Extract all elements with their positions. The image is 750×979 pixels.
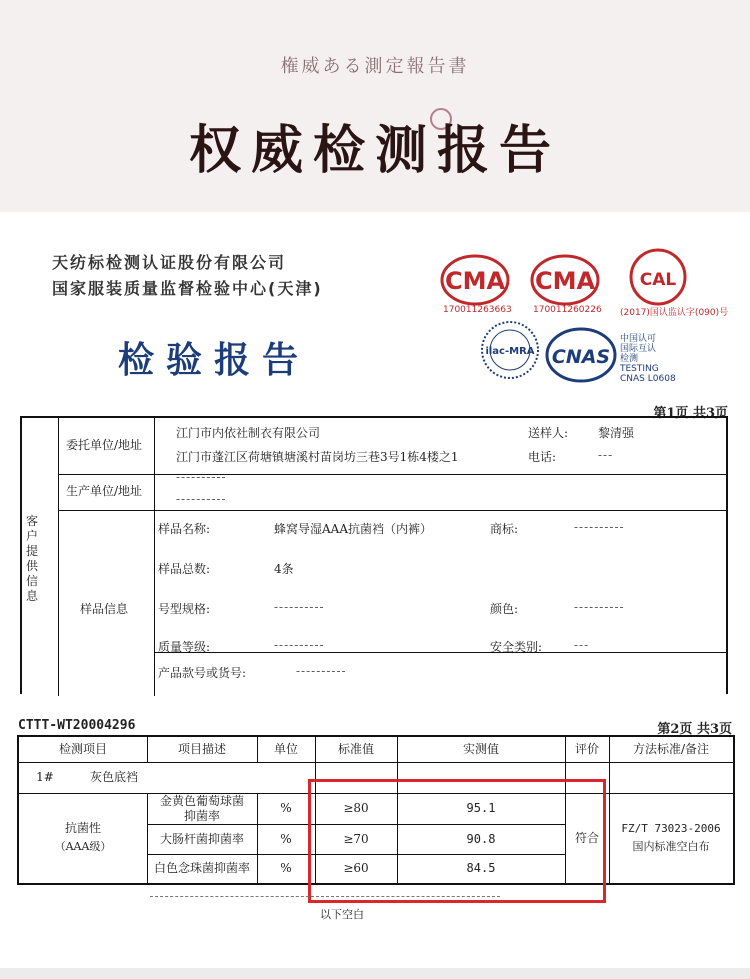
blank-divider [150,896,500,897]
product-no-label: 产品款号或货号: [158,666,247,680]
header-method: 方法标准/备注 [632,742,710,756]
divider [58,474,728,475]
footer-band [0,968,750,979]
cnas-caption [620,334,676,384]
cma-logo-2-text: CMA [534,267,596,295]
grade-label: 质量等级: [158,640,211,654]
row1-unit: % [280,801,292,815]
commissioning-unit-address: 江门市蓬江区荷塘镇塘溪村苗岗坊三巷3号1栋4楼之1 [176,450,459,464]
issuer-org-line1: 天纺标检测认证股份有限公司 [52,253,287,272]
report-title: 检验报告 [118,339,311,381]
cma-number-2: 170011260226 [533,305,602,315]
row1-description: 金黄色葡萄球菌抑菌率 [159,793,244,823]
safety-label: 安全类别: [490,640,543,654]
report-number: CTTT-WT20004296 [18,718,136,733]
cal-logo [628,248,688,306]
cma-logo-1-text: CMA [444,267,506,295]
client-info-table [20,416,728,694]
divider [154,652,728,653]
test-item-grade: （AAA级） [54,839,112,853]
producer-label: 生产单位/地址 [66,484,143,498]
sender-value: 黎清强 [598,426,635,440]
phone-value: --- [598,448,614,462]
color-value: ---------- [574,600,625,614]
divider [58,418,59,696]
row3-measured: 84.5 [466,861,496,875]
ilac-logo-text: ilac-MRA [485,346,535,357]
evaluation-result: 符合 [574,830,599,845]
header-standard: 标准值 [337,742,374,756]
header-measured: 实测值 [462,742,499,756]
producer-value-1: ---------- [176,470,227,484]
hero-title: 权威检测报告 [188,120,561,181]
method-standard: FZ/T 73023-2006 [621,821,721,835]
header-test-item: 检测项目 [58,742,107,756]
sample-name-label: 样品名称: [158,522,211,536]
issuer-org-line2: 国家服装质量监督检验中心(天津) [52,279,323,298]
blank-note: 以下空白 [320,908,364,921]
cma-number-1: 170011263663 [443,305,512,315]
trademark-value: ---------- [574,520,625,534]
client-section-label: 客户提供信息 [26,514,39,603]
cnas-caption-line4: TESTING [620,364,659,374]
model-value: ---------- [274,600,325,614]
cnas-logo [545,326,617,384]
commissioning-unit-label: 委托单位/地址 [66,438,143,452]
producer-value-2: ---------- [176,492,227,506]
phone-label: 电话: [528,450,557,464]
model-label: 号型规格: [158,602,211,616]
row3-unit: % [280,861,292,875]
header-evaluation: 评价 [574,742,599,756]
row3-description: 白色念珠菌抑菌率 [153,861,250,875]
cnas-caption-line2: 国际互认 [620,344,657,354]
row2-measured: 90.8 [466,831,496,846]
hero-banner [0,0,750,212]
page1-page-label: 第1页 共3页 [653,406,728,421]
highlight-box [308,779,606,903]
sample-count-label: 样品总数: [158,562,211,576]
cnas-caption-line1: 中国认可 [620,334,657,344]
ilac-mra-logo [480,318,540,382]
cnas-caption-line5: CNAS L0608 [620,374,676,384]
row2-unit: % [280,831,292,846]
safety-value: --- [574,638,590,652]
row3-standard: ≥60 [343,861,369,875]
hero-subtitle: 権威ある測定報告書 [280,56,470,77]
cma-logo-2 [530,254,600,306]
sample-number: 1# [36,770,54,784]
test-item-name: 抗菌性 [64,820,101,835]
row1-standard: ≥80 [343,801,369,815]
sample-info-label: 样品信息 [80,602,129,616]
divider [154,418,155,696]
cnas-caption-line3: 检测 [620,354,639,364]
header-unit: 单位 [273,742,298,756]
cma-logo-1 [440,254,510,306]
sample-name-value: 蜂窝导湿AAA抗菌裆（内裤） [274,522,432,536]
cnas-logo-text: CNAS [551,346,611,368]
color-label: 颜色: [490,602,519,616]
divider [58,510,728,511]
header-description: 项目描述 [177,742,226,756]
page2-page-label: 第2页 共3页 [657,722,732,737]
sample-count-value: 4条 [274,562,294,576]
cal-logo-text: CAL [639,270,677,290]
row2-description: 大肠杆菌抑菌率 [159,831,244,846]
sender-label: 送样人: [528,426,569,440]
sample-part: 灰色底裆 [89,770,138,784]
row2-standard: ≥70 [343,831,369,846]
commissioning-unit-name: 江门市内依社制衣有限公司 [176,426,321,440]
method-note: 国内标准空白布 [632,839,710,853]
trademark-label: 商标: [490,522,519,536]
row1-measured: 95.1 [466,801,496,815]
product-no-value: ---------- [296,664,347,678]
grade-value: ---------- [274,638,325,652]
cal-number: (2017)国认监认字(090)号 [620,308,729,318]
